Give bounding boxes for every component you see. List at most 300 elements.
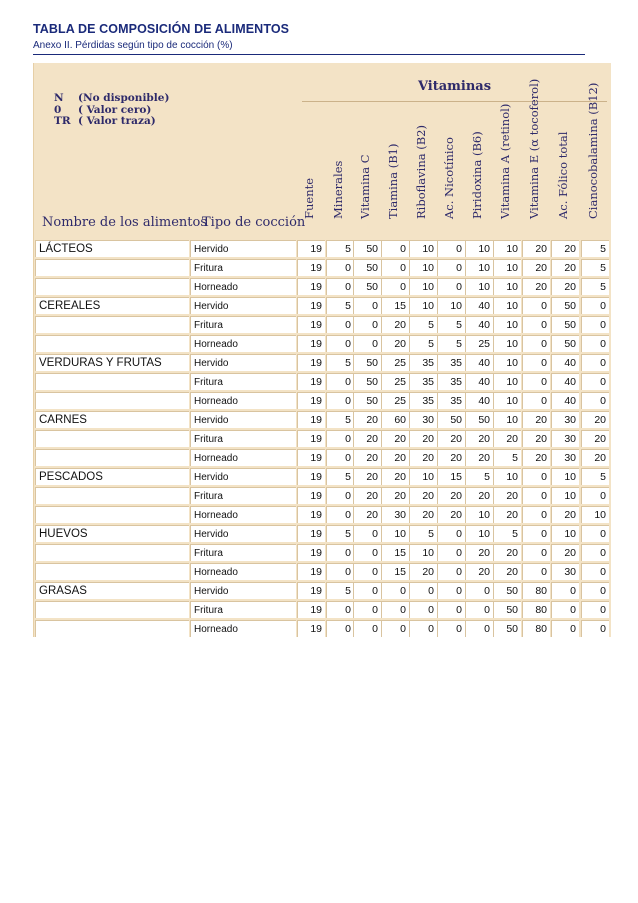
- table-row: [34, 620, 611, 639]
- value-cell: 50: [551, 335, 579, 352]
- value-cell: 10: [409, 240, 437, 257]
- value-cell: 0: [522, 506, 550, 523]
- food-name-cell: CEREALES: [35, 297, 189, 314]
- food-name-cell: [35, 620, 189, 637]
- value-cell: 50: [493, 620, 521, 637]
- value-cell: 20: [581, 449, 609, 466]
- vitamins-group-header: Vitaminas: [417, 79, 492, 94]
- value-cell: 50: [353, 373, 381, 390]
- value-cell: 10: [493, 259, 521, 276]
- food-name-cell: [35, 316, 189, 333]
- value-cell: 0: [381, 582, 409, 599]
- value-cell: 5: [326, 240, 354, 257]
- value-cell: 5: [409, 525, 437, 542]
- value-cell: 0: [437, 525, 465, 542]
- table-row: [34, 487, 611, 506]
- value-cell: 5: [326, 582, 354, 599]
- value-cell: 5: [409, 316, 437, 333]
- value-cell: 0: [326, 430, 354, 447]
- value-cell: 20: [353, 487, 381, 504]
- value-cell: 20: [381, 449, 409, 466]
- value-cell: 0: [326, 563, 354, 580]
- legend-code: 0: [54, 103, 62, 116]
- legend-text: ( Valor traza): [78, 115, 156, 127]
- column-header: [299, 93, 319, 233]
- value-cell: 0: [353, 297, 381, 314]
- cooking-method-cell: Hervido: [190, 582, 296, 599]
- value-cell: 15: [437, 468, 465, 485]
- value-cell: 19: [297, 354, 325, 371]
- value-cell: 0: [437, 240, 465, 257]
- value-cell: 30: [551, 449, 579, 466]
- table-row: [34, 430, 611, 449]
- food-name-cell: [35, 259, 189, 276]
- value-cell: 0: [465, 601, 493, 618]
- food-name-cell: LÁCTEOS: [35, 240, 189, 257]
- value-cell: 0: [381, 278, 409, 295]
- cooking-method-cell: Horneado: [190, 620, 296, 637]
- table-row: [34, 373, 611, 392]
- value-cell: 0: [326, 259, 354, 276]
- value-cell: 25: [381, 373, 409, 390]
- table-row: [34, 316, 611, 335]
- value-cell: 20: [437, 506, 465, 523]
- value-cell: 0: [353, 335, 381, 352]
- cooking-method-cell: Fritura: [190, 373, 296, 390]
- value-cell: 20: [353, 430, 381, 447]
- food-name-cell: [35, 430, 189, 447]
- value-cell: 19: [297, 468, 325, 485]
- cooking-method-cell: Horneado: [190, 449, 296, 466]
- value-cell: 20: [437, 487, 465, 504]
- value-cell: 0: [326, 449, 354, 466]
- cooking-method-cell: Fritura: [190, 544, 296, 561]
- value-cell: 80: [522, 620, 550, 637]
- legend-item: [54, 116, 169, 128]
- value-cell: 30: [409, 411, 437, 428]
- value-cell: 20: [381, 430, 409, 447]
- cooking-method-cell: Horneado: [190, 278, 296, 295]
- cooking-method-cell: Hervido: [190, 468, 296, 485]
- value-cell: 0: [581, 563, 609, 580]
- value-cell: 0: [381, 620, 409, 637]
- value-cell: 80: [522, 601, 550, 618]
- value-cell: 0: [522, 297, 550, 314]
- table-row: [34, 354, 611, 373]
- value-cell: 5: [409, 335, 437, 352]
- value-cell: 40: [465, 392, 493, 409]
- value-cell: 10: [465, 240, 493, 257]
- table-row: [34, 525, 611, 544]
- table-row: [34, 601, 611, 620]
- value-cell: 35: [437, 373, 465, 390]
- value-cell: 20: [493, 563, 521, 580]
- value-cell: 20: [551, 544, 579, 561]
- value-cell: 20: [409, 449, 437, 466]
- value-cell: 5: [437, 316, 465, 333]
- value-cell: 30: [551, 411, 579, 428]
- value-cell: 19: [297, 297, 325, 314]
- cooking-method-cell: Horneado: [190, 506, 296, 523]
- value-cell: 50: [353, 278, 381, 295]
- value-cell: 20: [522, 278, 550, 295]
- cooking-method-cell: Hervido: [190, 240, 296, 257]
- cooking-method-cell: Fritura: [190, 259, 296, 276]
- column-header: [355, 93, 375, 233]
- value-cell: 0: [353, 563, 381, 580]
- value-cell: 0: [465, 582, 493, 599]
- value-cell: 19: [297, 601, 325, 618]
- value-cell: 0: [409, 601, 437, 618]
- value-cell: 19: [297, 335, 325, 352]
- page-subtitle: Anexo II. Pérdidas según tipo de cocción (%): [33, 40, 233, 51]
- column-header-label: Cianocobalamina (B12): [586, 82, 600, 219]
- value-cell: 20: [493, 544, 521, 561]
- legend-item: [54, 93, 169, 105]
- cooking-method-cell: Fritura: [190, 487, 296, 504]
- value-cell: 15: [381, 297, 409, 314]
- column-header-label: Fuente: [302, 177, 316, 219]
- value-cell: 5: [326, 297, 354, 314]
- food-name-cell: [35, 335, 189, 352]
- value-cell: 20: [581, 430, 609, 447]
- value-cell: 0: [522, 468, 550, 485]
- value-cell: 0: [522, 373, 550, 390]
- value-cell: 20: [437, 449, 465, 466]
- value-cell: 5: [581, 278, 609, 295]
- cooking-method-cell: Horneado: [190, 563, 296, 580]
- column-header: [524, 78, 544, 233]
- composition-table: [33, 63, 611, 637]
- value-cell: 20: [381, 487, 409, 504]
- column-header-label: Piridoxina (B6): [470, 131, 484, 219]
- cooking-type-header: Tipo de cocción: [202, 215, 306, 230]
- value-cell: 20: [409, 563, 437, 580]
- legend-text: ( Valor cero): [78, 103, 152, 116]
- value-cell: 0: [326, 506, 354, 523]
- value-cell: 35: [409, 392, 437, 409]
- value-cell: 20: [409, 430, 437, 447]
- value-cell: 30: [381, 506, 409, 523]
- food-name-cell: PESCADOS: [35, 468, 189, 485]
- value-cell: 19: [297, 240, 325, 257]
- value-cell: 0: [581, 335, 609, 352]
- value-cell: 20: [465, 563, 493, 580]
- value-cell: 25: [381, 392, 409, 409]
- value-cell: 50: [353, 240, 381, 257]
- value-cell: 0: [522, 392, 550, 409]
- value-cell: 10: [493, 354, 521, 371]
- value-cell: 20: [522, 430, 550, 447]
- value-cell: 20: [551, 506, 579, 523]
- value-cell: 20: [465, 544, 493, 561]
- value-cell: 0: [522, 354, 550, 371]
- value-cell: 0: [326, 316, 354, 333]
- value-cell: 35: [409, 354, 437, 371]
- value-cell: 0: [437, 278, 465, 295]
- value-cell: 60: [381, 411, 409, 428]
- value-cell: 0: [581, 525, 609, 542]
- table-row: [34, 335, 611, 354]
- value-cell: 10: [493, 411, 521, 428]
- value-cell: 0: [581, 582, 609, 599]
- value-cell: 10: [493, 316, 521, 333]
- value-cell: 20: [551, 259, 579, 276]
- value-cell: 15: [381, 563, 409, 580]
- value-cell: 40: [465, 373, 493, 390]
- value-cell: 0: [353, 601, 381, 618]
- value-cell: 20: [551, 278, 579, 295]
- table-row: [34, 506, 611, 525]
- column-header: [583, 82, 603, 233]
- value-cell: 10: [551, 525, 579, 542]
- value-cell: 10: [493, 392, 521, 409]
- value-cell: 0: [326, 278, 354, 295]
- value-cell: 0: [437, 544, 465, 561]
- value-cell: 0: [581, 620, 609, 637]
- value-cell: 0: [409, 582, 437, 599]
- value-cell: 0: [353, 620, 381, 637]
- value-cell: 19: [297, 430, 325, 447]
- value-cell: 50: [353, 259, 381, 276]
- legend: [54, 93, 169, 128]
- legend-text: (No disponible): [78, 92, 170, 104]
- food-name-cell: [35, 392, 189, 409]
- cooking-method-cell: Hervido: [190, 411, 296, 428]
- value-cell: 20: [493, 487, 521, 504]
- value-cell: 40: [551, 373, 579, 390]
- legend-code: N: [54, 92, 64, 104]
- legend-code: TR: [54, 115, 71, 127]
- value-cell: 0: [581, 601, 609, 618]
- table-row: [34, 449, 611, 468]
- value-cell: 0: [326, 373, 354, 390]
- value-cell: 20: [409, 506, 437, 523]
- value-cell: 0: [409, 620, 437, 637]
- value-cell: 20: [581, 411, 609, 428]
- table-row: [34, 411, 611, 430]
- value-cell: 10: [409, 297, 437, 314]
- value-cell: 0: [381, 259, 409, 276]
- food-name-cell: [35, 449, 189, 466]
- value-cell: 50: [465, 411, 493, 428]
- column-header: [439, 93, 459, 233]
- food-name-cell: [35, 544, 189, 561]
- value-cell: 19: [297, 316, 325, 333]
- value-cell: 5: [581, 468, 609, 485]
- value-cell: 0: [381, 240, 409, 257]
- value-cell: 5: [326, 411, 354, 428]
- column-header-label: Tiamina (B1): [386, 143, 400, 219]
- cooking-method-cell: Horneado: [190, 335, 296, 352]
- value-cell: 10: [493, 297, 521, 314]
- value-cell: 10: [465, 259, 493, 276]
- value-cell: 15: [381, 544, 409, 561]
- value-cell: 20: [381, 468, 409, 485]
- value-cell: 50: [437, 411, 465, 428]
- value-cell: 5: [493, 449, 521, 466]
- food-name-cell: [35, 506, 189, 523]
- food-name-cell: [35, 563, 189, 580]
- value-cell: 0: [437, 601, 465, 618]
- table-row: [34, 468, 611, 487]
- value-cell: 5: [581, 240, 609, 257]
- value-cell: 19: [297, 525, 325, 542]
- column-header: [383, 93, 403, 233]
- value-cell: 0: [522, 335, 550, 352]
- value-cell: 0: [437, 620, 465, 637]
- value-cell: 10: [409, 544, 437, 561]
- value-cell: 0: [551, 582, 579, 599]
- value-cell: 0: [326, 392, 354, 409]
- value-cell: 20: [353, 506, 381, 523]
- food-name-cell: [35, 601, 189, 618]
- food-name-cell: HUEVOS: [35, 525, 189, 542]
- value-cell: 40: [465, 316, 493, 333]
- value-cell: 5: [581, 259, 609, 276]
- value-cell: 25: [465, 335, 493, 352]
- value-cell: 0: [522, 316, 550, 333]
- value-cell: 0: [326, 620, 354, 637]
- value-cell: 50: [551, 316, 579, 333]
- value-cell: 19: [297, 544, 325, 561]
- value-cell: 0: [353, 316, 381, 333]
- cooking-method-cell: Hervido: [190, 354, 296, 371]
- value-cell: 10: [493, 240, 521, 257]
- column-header: [328, 93, 348, 233]
- table-row: [34, 278, 611, 297]
- value-cell: 40: [551, 392, 579, 409]
- value-cell: 25: [381, 354, 409, 371]
- value-cell: 50: [353, 392, 381, 409]
- cooking-method-cell: Hervido: [190, 297, 296, 314]
- value-cell: 20: [493, 506, 521, 523]
- value-cell: 50: [493, 582, 521, 599]
- food-name-cell: CARNES: [35, 411, 189, 428]
- value-cell: 0: [326, 601, 354, 618]
- value-cell: 20: [522, 449, 550, 466]
- value-cell: 30: [551, 563, 579, 580]
- column-header: [495, 93, 515, 233]
- value-cell: 20: [493, 430, 521, 447]
- value-cell: 50: [551, 297, 579, 314]
- cooking-method-cell: Fritura: [190, 601, 296, 618]
- value-cell: 20: [381, 316, 409, 333]
- value-cell: 10: [581, 506, 609, 523]
- value-cell: 5: [326, 525, 354, 542]
- value-cell: 0: [522, 487, 550, 504]
- value-cell: 19: [297, 449, 325, 466]
- food-name-cell: [35, 278, 189, 295]
- table-row: [34, 259, 611, 278]
- column-header: [553, 93, 573, 233]
- value-cell: 19: [297, 278, 325, 295]
- table-row: [34, 582, 611, 601]
- value-cell: 0: [437, 582, 465, 599]
- value-cell: 10: [465, 506, 493, 523]
- value-cell: 20: [465, 487, 493, 504]
- value-cell: 20: [409, 487, 437, 504]
- cooking-method-cell: Hervido: [190, 525, 296, 542]
- value-cell: 10: [409, 278, 437, 295]
- value-cell: 0: [581, 392, 609, 409]
- value-cell: 20: [353, 449, 381, 466]
- value-cell: 50: [493, 601, 521, 618]
- value-cell: 0: [551, 620, 579, 637]
- value-cell: 20: [551, 240, 579, 257]
- value-cell: 40: [465, 354, 493, 371]
- value-cell: 0: [581, 373, 609, 390]
- value-cell: 20: [353, 468, 381, 485]
- value-cell: 40: [465, 297, 493, 314]
- table-row: [34, 544, 611, 563]
- value-cell: 19: [297, 411, 325, 428]
- value-cell: 19: [297, 620, 325, 637]
- table-row: [34, 563, 611, 582]
- food-name-cell: [35, 487, 189, 504]
- value-cell: 19: [297, 487, 325, 504]
- value-cell: 0: [581, 354, 609, 371]
- value-cell: 0: [581, 487, 609, 504]
- value-cell: 10: [409, 468, 437, 485]
- column-header-label: Ac. Nicotínico: [442, 137, 456, 219]
- value-cell: 5: [493, 525, 521, 542]
- value-cell: 10: [493, 468, 521, 485]
- value-cell: 10: [493, 373, 521, 390]
- value-cell: 20: [522, 240, 550, 257]
- column-header-label: Minerales: [331, 160, 345, 219]
- value-cell: 35: [409, 373, 437, 390]
- value-cell: 10: [409, 259, 437, 276]
- value-cell: 10: [465, 278, 493, 295]
- cooking-method-cell: Horneado: [190, 392, 296, 409]
- value-cell: 0: [437, 259, 465, 276]
- value-cell: 20: [381, 335, 409, 352]
- column-header: [411, 93, 431, 233]
- column-header-label: Vitamina E (α tocoferol): [527, 78, 541, 219]
- cooking-method-cell: Fritura: [190, 430, 296, 447]
- value-cell: 0: [581, 316, 609, 333]
- value-cell: 10: [493, 335, 521, 352]
- value-cell: 20: [465, 449, 493, 466]
- value-cell: 0: [437, 563, 465, 580]
- value-cell: 0: [581, 544, 609, 561]
- food-name-cell: [35, 373, 189, 390]
- value-cell: 0: [581, 297, 609, 314]
- value-cell: 35: [437, 392, 465, 409]
- value-cell: 0: [353, 582, 381, 599]
- value-cell: 19: [297, 373, 325, 390]
- value-cell: 5: [326, 468, 354, 485]
- table-row: [34, 240, 611, 259]
- value-cell: 19: [297, 259, 325, 276]
- value-cell: 0: [326, 544, 354, 561]
- table-row: [34, 297, 611, 316]
- value-cell: 20: [522, 259, 550, 276]
- value-cell: 30: [551, 430, 579, 447]
- value-cell: 0: [522, 544, 550, 561]
- value-cell: 40: [551, 354, 579, 371]
- food-name-cell: VERDURAS Y FRUTAS: [35, 354, 189, 371]
- value-cell: 20: [522, 411, 550, 428]
- cooking-method-cell: Fritura: [190, 316, 296, 333]
- value-cell: 5: [326, 354, 354, 371]
- value-cell: 0: [522, 525, 550, 542]
- value-cell: 19: [297, 506, 325, 523]
- value-cell: 10: [465, 525, 493, 542]
- column-header-label: Ac. Fólico total: [556, 131, 570, 219]
- value-cell: 50: [353, 354, 381, 371]
